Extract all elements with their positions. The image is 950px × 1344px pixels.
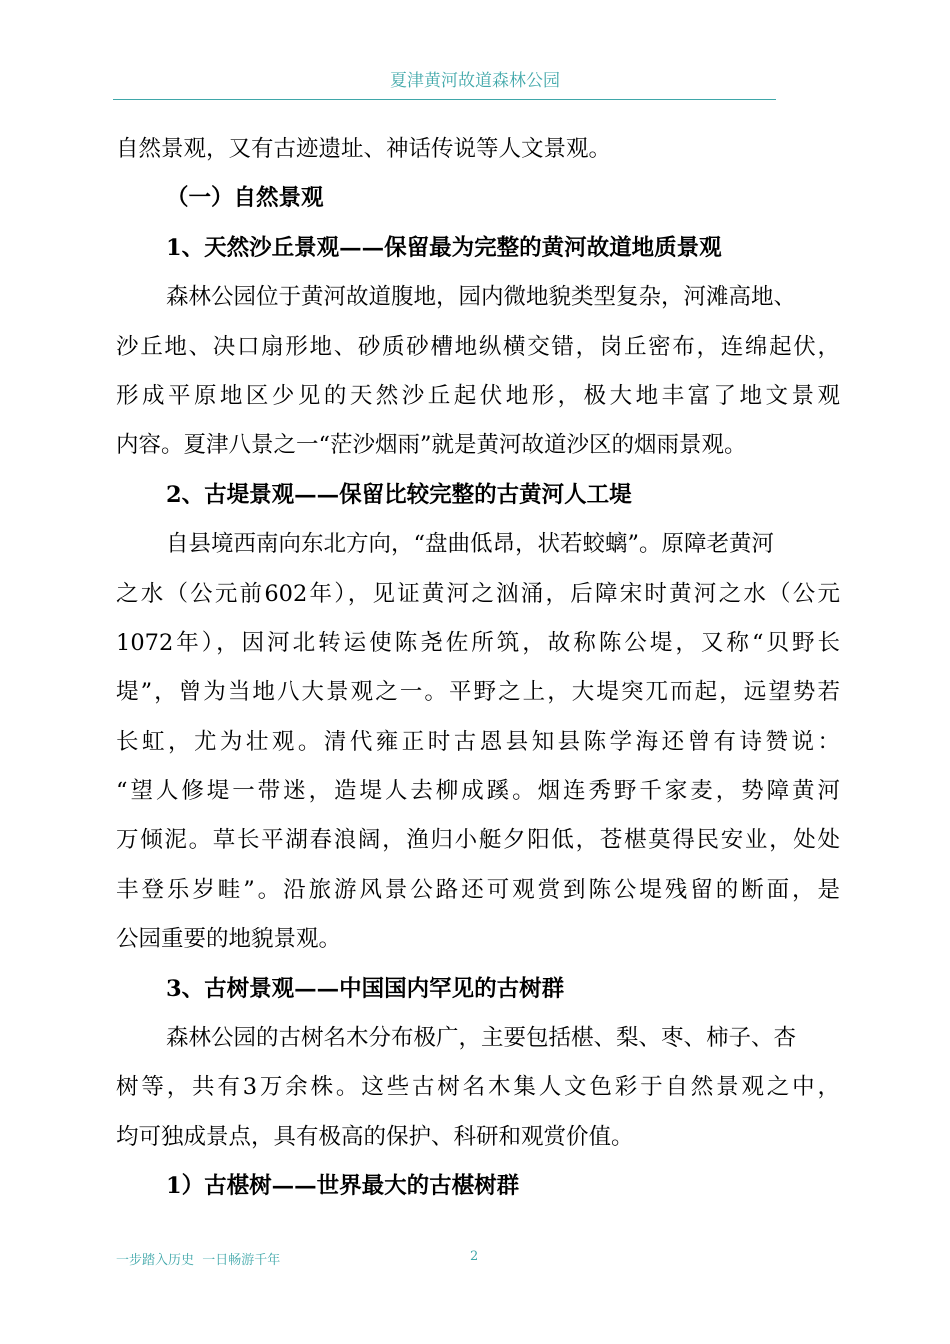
body-line-5: 沙丘地、决口扇形地、砂质砂槽地纵横交错，岗丘密布，连绵起伏， xyxy=(116,333,840,360)
body-line-11: 1072年），因河北转运使陈尧佐所筑，故称陈公堤，又称“贝野长 xyxy=(116,629,840,656)
body-line-6: 形成平原地区少见的天然沙丘起伏地形，极大地丰富了地文景观 xyxy=(116,382,840,409)
page-number: 2 xyxy=(470,1249,479,1264)
body-line-16: 丰登乐岁畦”。沿旅游风景公路还可观赏到陈公堤残留的断面，是 xyxy=(116,876,840,903)
body-line-13: 长虹，尤为壮观。清代雍正时古恩县知县陈学海还曾有诗赞说： xyxy=(116,728,840,755)
section-heading-natural-landscape: （一）自然景观 xyxy=(166,185,324,212)
body-line-1: 自然景观，又有古迹遗址、神话传说等人文景观。 xyxy=(116,136,612,162)
subheading-ancient-dike-landscape: 2、古堤景观——保留比较完整的古黄河人工堤 xyxy=(166,481,632,508)
body-line-4: 森林公园位于黄河故道腹地，园内微地貌类型复杂，河滩高地、 xyxy=(166,284,797,311)
header-rule xyxy=(113,99,776,100)
body-line-12: 堤”，曾为当地八大景观之一。平野之上，大堤突兀而起，远望势若 xyxy=(116,679,840,706)
subheading-sand-dune-landscape: 1、天然沙丘景观——保留最为完整的黄河故道地质景观 xyxy=(166,234,722,261)
document-body xyxy=(116,125,840,1212)
body-line-21: 均可独成景点，具有极高的保护、科研和观赏价值。 xyxy=(116,1123,634,1150)
header-title: 夏津黄河故道森林公园 xyxy=(390,71,560,91)
body-line-9: 自县境西南向东北方向，“盘曲低昂，状若蛟螭”。原障老黄河 xyxy=(166,531,775,558)
body-line-14: “望人修堤一带迷，造堤人去柳成蹊。烟连秀野千家麦，势障黄河 xyxy=(116,778,840,805)
subheading-ancient-mulberry: 1）古椹树——世界最大的古椹树群 xyxy=(166,1173,520,1200)
body-line-15: 万倾泥。草长平湖春浪阔，渔归小艇夕阳低，苍椹莫得民安业，处处 xyxy=(116,827,840,854)
body-line-10: 之水（公元前602年），见证黄河之汹涌，后障宋时黄河之水（公元 xyxy=(116,580,840,607)
subheading-ancient-tree-landscape: 3、古树景观——中国国内罕见的古树群 xyxy=(166,975,565,1002)
body-line-17: 公园重要的地貌景观。 xyxy=(116,926,342,953)
body-line-7: 内容。夏津八景之一“茫沙烟雨”就是黄河故道沙区的烟雨景观。 xyxy=(116,432,747,459)
body-line-20: 树等，共有3万余株。这些古树名木集人文色彩于自然景观之中， xyxy=(116,1074,840,1101)
footer-slogan: 一步踏入历史 一日畅游千年 xyxy=(116,1253,281,1268)
body-line-19: 森林公园的古树名木分布极广，主要包括椹、梨、枣、柿子、杏 xyxy=(166,1025,797,1052)
